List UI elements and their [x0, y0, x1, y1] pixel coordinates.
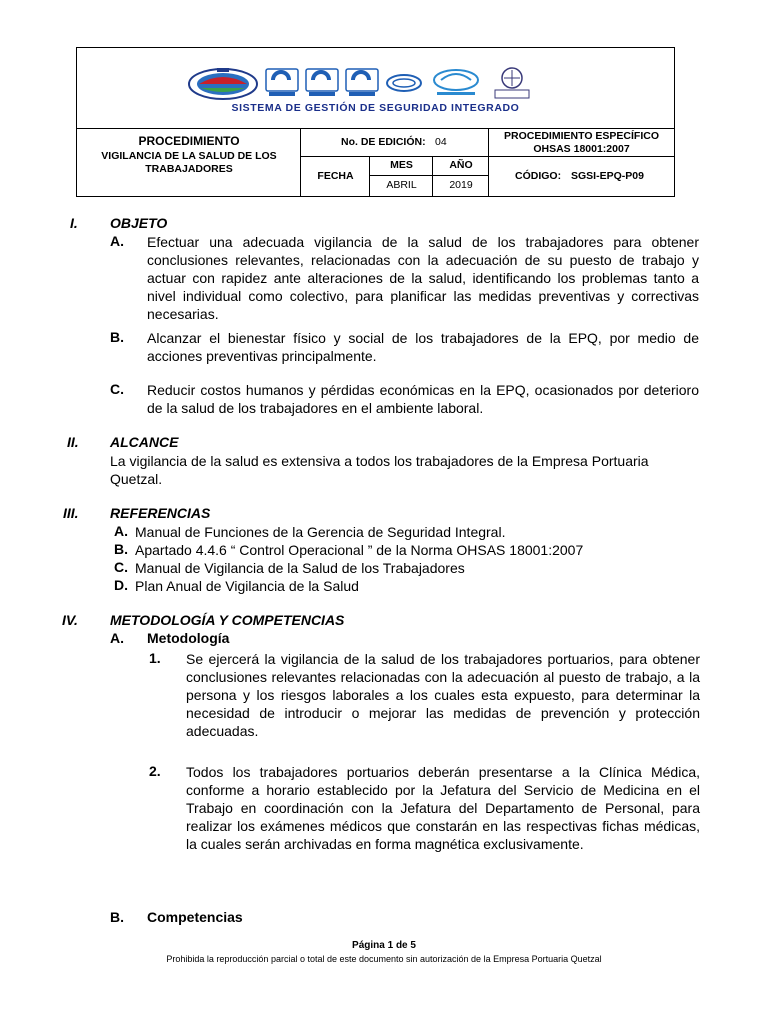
footer-notice: Prohibida la reproducción parcial o total de este documento sin autorización de la Empresa Portuaria Quetzal [166, 954, 602, 964]
fecha-label: FECHA [317, 170, 354, 182]
section-title-metodologia: METODOLOGÍA Y COMPETENCIAS [110, 612, 345, 628]
item-letter: A. [110, 233, 124, 249]
metodologia-item-1: Se ejercerá la vigilancia de la salud de los trabajadores portuarios, para obtener conclusiones relevantes relacionadas con la adecuación al puesto de trabajo, a la persona y los riesgos laborales a los cuales esta expuesto, para determinar la necesidad de introducir o mejorar las medidas de prevención y protección adecuadas. [186, 651, 700, 739]
item-letter: C. [114, 559, 128, 575]
subsection-title-competencias: Competencias [147, 909, 243, 925]
subsection-letter: B. [110, 909, 124, 925]
section-number: IV. [62, 612, 78, 628]
item-number: 2. [149, 763, 161, 779]
iso-cert-icon [345, 68, 379, 98]
fecha-label-cell [301, 157, 370, 196]
document-header [76, 47, 675, 197]
metodologia-item-2: Todos los trabajadores portuarios deberán presentarse a la Clínica Médica, conforme a horario establecido por la Jefatura del Servicio de Medicina en el Trabajo en coordinación con la Jefatura del Departamento de Personal, para realizar los exámenes médicos que constarán en las respectivas fichas médicas, la cuales serán archivadas en forma magnética exclusivamente. [186, 764, 700, 852]
header-logos-row [77, 48, 674, 129]
item-letter: A. [114, 523, 128, 539]
mes-label: MES [390, 159, 413, 171]
codigo-label: CÓDIGO: [515, 170, 562, 182]
objeto-item-c: Reducir costos humanos y pérdidas económicas en la EPQ, ocasionados por deterioro de la salud de los trabajadores en el ambiente laboral. [147, 382, 699, 416]
system-title: SISTEMA DE GESTIÓN DE SEGURIDAD INTEGRADO [231, 102, 520, 114]
spec-line2: OHSAS 18001:2007 [533, 143, 630, 155]
referencia-item-c: Manual de Vigilancia de la Salud de los Trabajadores [135, 560, 465, 576]
procedure-name: VIGILANCIA DE LA SALUD DE LOS TRABAJADORES [101, 150, 277, 175]
item-letter: C. [110, 381, 124, 397]
codigo-value: SGSI-EPQ-P09 [571, 170, 644, 182]
subsection-letter: A. [110, 630, 124, 646]
ano-value-cell [433, 176, 489, 196]
rasc-logo-icon [429, 68, 483, 98]
referencia-item-b: Apartado 4.4.6 “ Control Operacional ” de la Norma OHSAS 18001:2007 [135, 542, 584, 558]
edition-value: 04 [435, 136, 447, 148]
ano-label: AÑO [449, 159, 473, 171]
imo-logo-icon [489, 66, 535, 100]
spec-line1: PROCEDIMIENTO ESPECÍFICO [504, 130, 659, 142]
objeto-item-b: Alcanzar el bienestar físico y social de los trabajadores de la EPQ, por medio de acciones preventivas principalmente. [147, 330, 699, 364]
section-number: I. [70, 215, 78, 231]
section-number: III. [63, 505, 79, 521]
alcance-text: La vigilancia de la salud es extensiva a todos los trabajadores de la Empresa Portuaria Quetzal. [110, 453, 649, 487]
objeto-item-a: Efectuar una adecuada vigilancia de la salud de los trabajadores para obtener conclusiones relevantes, relacionadas con la adecuación de su puesto de trabajo y actuar con rapidez ante alteraciones de la salud, identificando los problemas tanto a nivel individual como colectivo, para planificar las medidas preventivas y correctivas necesarias. [147, 234, 699, 322]
ano-label-cell [433, 157, 489, 176]
item-letter: B. [114, 541, 128, 557]
section-title-alcance: ALCANCE [110, 434, 179, 450]
spec-cell [489, 128, 674, 157]
page-number: Página 1 de 5 [352, 940, 416, 951]
item-letter: B. [110, 329, 124, 345]
mes-value: ABRIL [386, 179, 417, 191]
ano-value: 2019 [449, 179, 473, 191]
codigo-cell [489, 157, 674, 196]
referencia-item-d: Plan Anual de Vigilancia de la Salud [135, 578, 359, 594]
item-number: 1. [149, 650, 161, 666]
edition-cell [301, 128, 489, 157]
mes-value-cell [370, 176, 433, 196]
logo-strip [187, 66, 535, 100]
iso-cert-icon [305, 68, 339, 98]
subsection-title-metodologia: Metodología [147, 630, 230, 646]
section-title-referencias: REFERENCIAS [110, 505, 211, 521]
item-letter: D. [114, 577, 128, 593]
procedure-type: PROCEDIMIENTO [138, 134, 240, 148]
section-number: II. [67, 434, 79, 450]
referencia-item-a: Manual de Funciones de la Gerencia de Seguridad Integral. [135, 524, 506, 540]
iso-cert-icon [265, 68, 299, 98]
cert-oval-icon [385, 73, 423, 93]
mes-label-cell [370, 157, 433, 176]
epq-logo-icon [187, 66, 259, 100]
procedure-cell [77, 128, 301, 196]
section-title-objeto: OBJETO [110, 215, 168, 231]
edition-label: No. DE EDICIÓN: [341, 136, 426, 148]
